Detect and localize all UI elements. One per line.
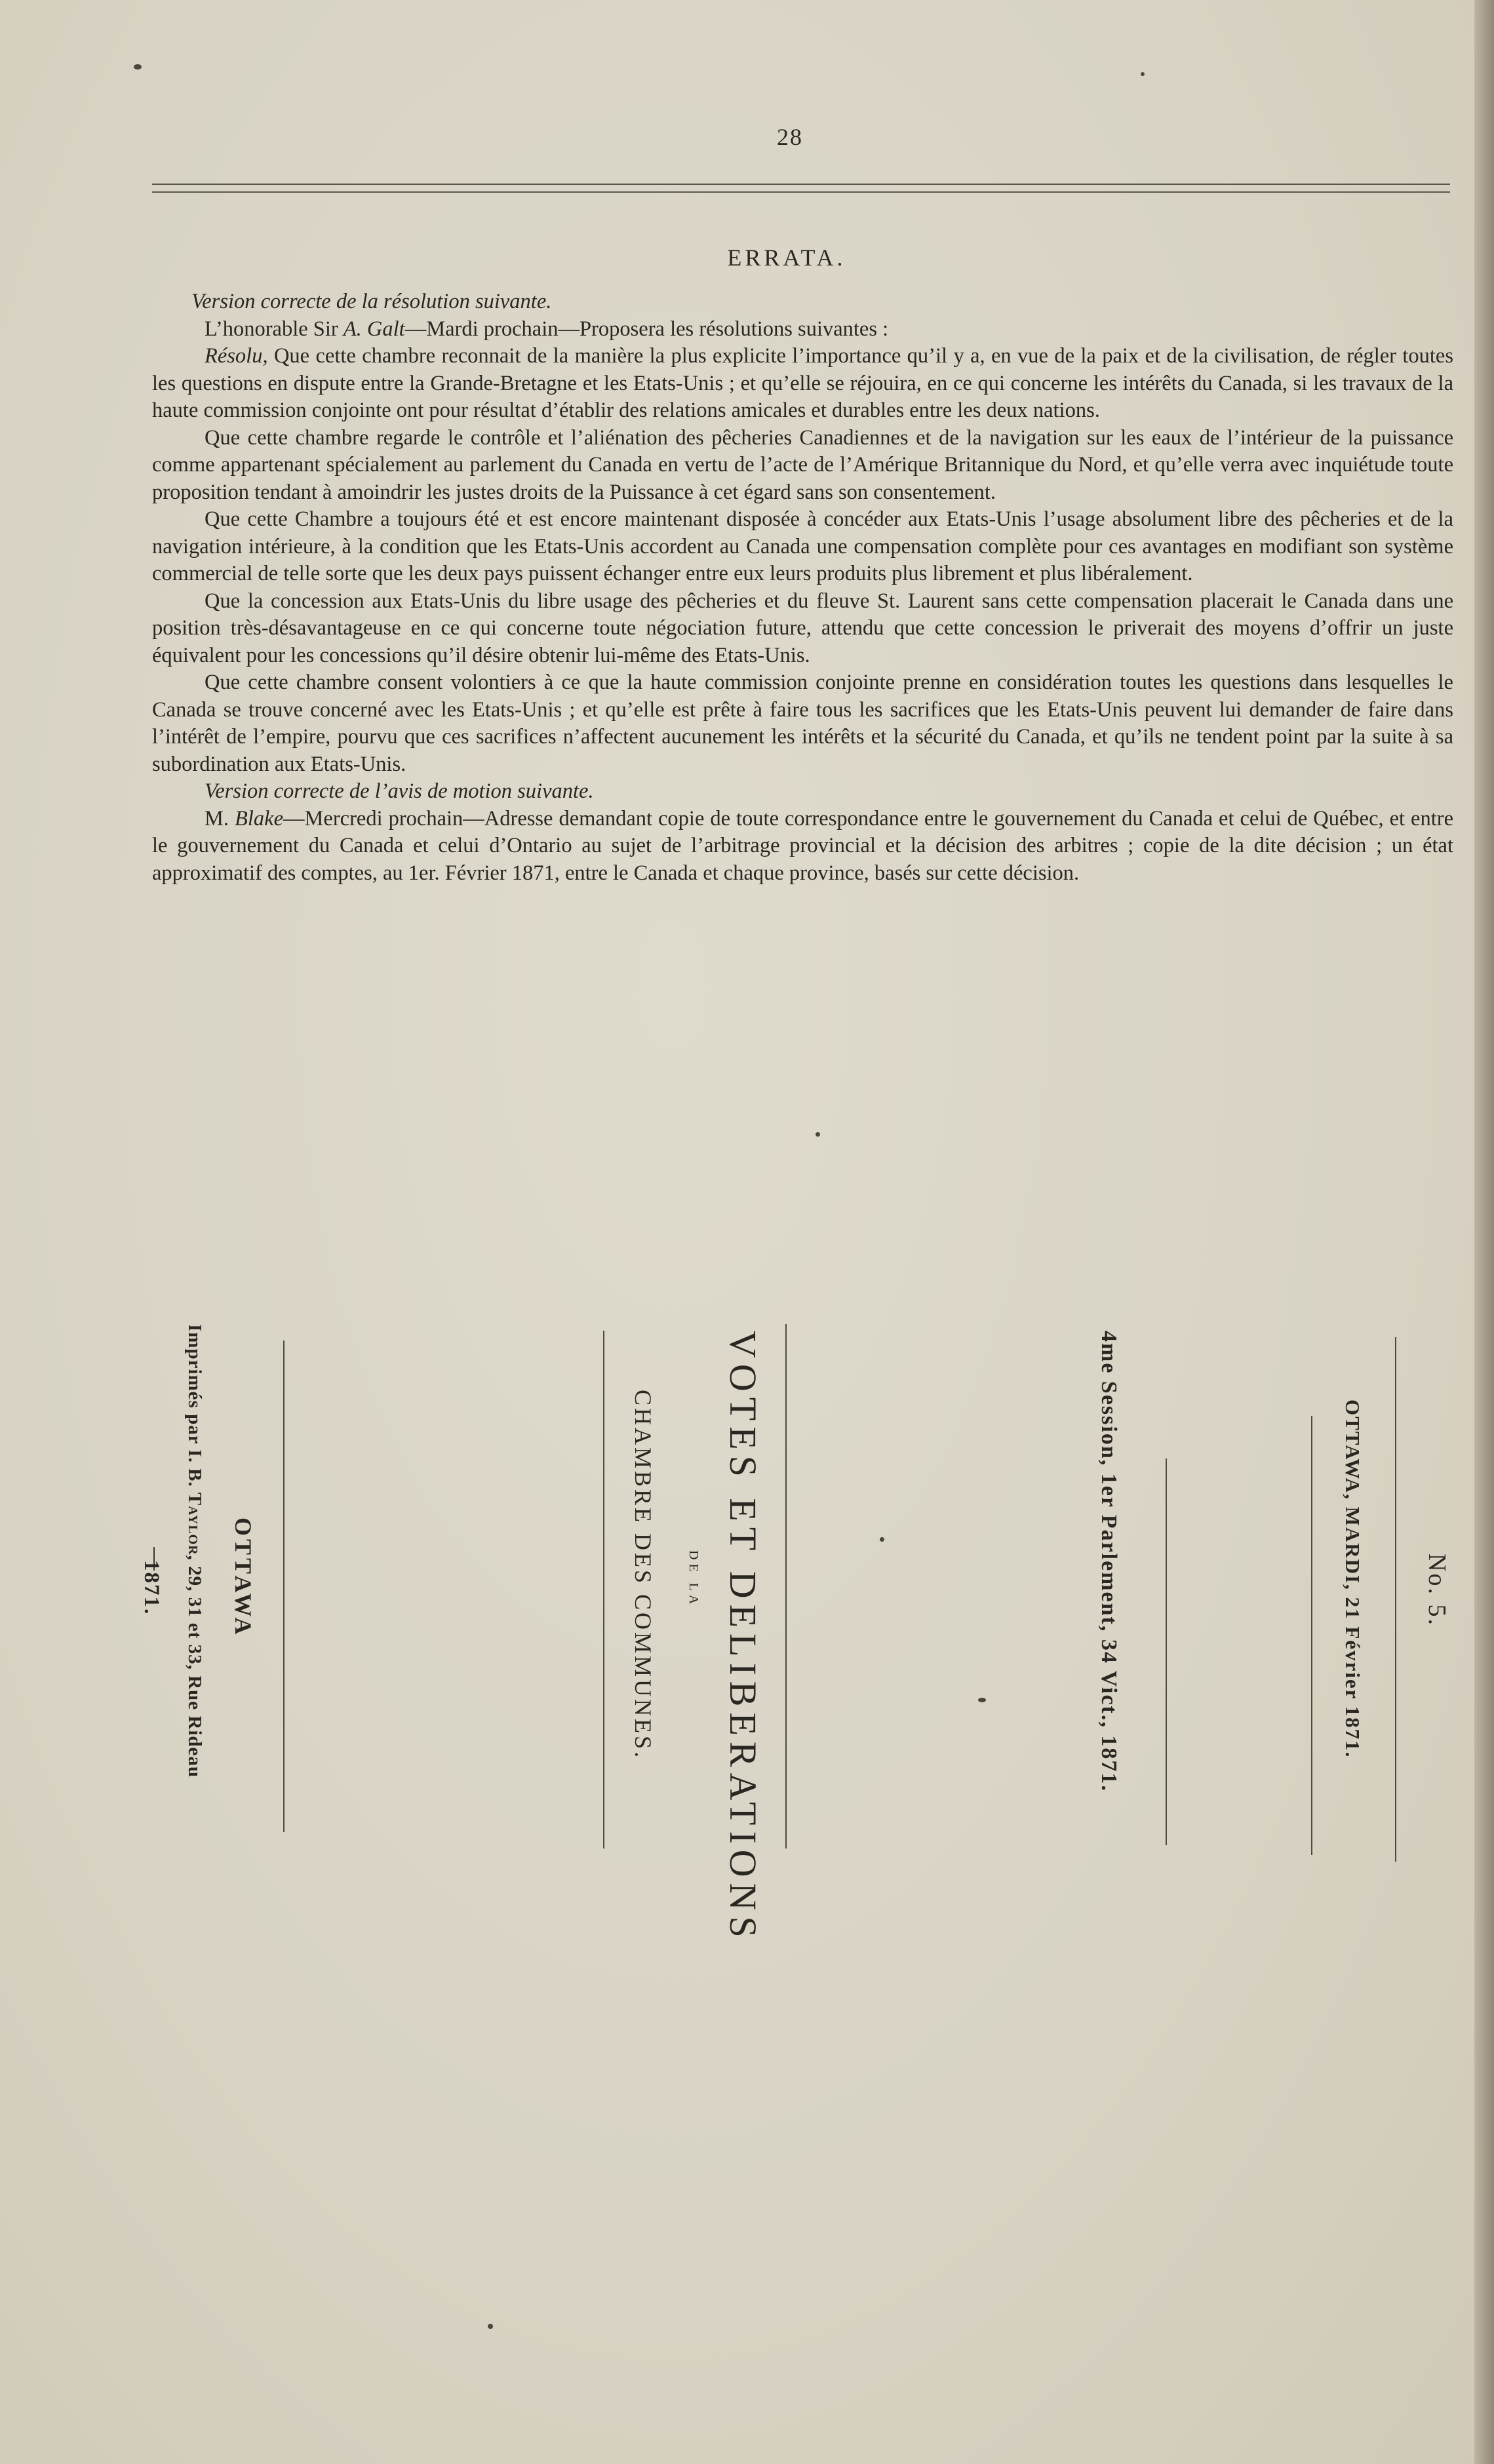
cover-city: OTTAWA — [230, 1517, 256, 1638]
paper-speck — [880, 1537, 884, 1542]
printer-prefix: Imprimés par I. B. — [184, 1324, 205, 1493]
intro-prefix: L’honorable Sir — [205, 317, 344, 341]
errata-body — [152, 288, 1453, 887]
motion-paragraph — [152, 806, 1453, 888]
cover-rule-4 — [785, 1324, 787, 1848]
cover-chambre: CHAMBRE DES COMMUNES. — [630, 1390, 656, 1761]
header-rule-bottom — [152, 191, 1450, 193]
header-rule-top — [152, 184, 1450, 185]
paper-speck — [488, 2324, 493, 2329]
resolution-paragraph-3: Que cette Chambre a toujours été et est encore maintenant disposée à concéder aux Etats-Unis l’usage absolument libre des pêcheries et de la navigation intérieure, à la condition que les Etats-Unis accordent au Canada une compensation complète pour ces avantages en modifiant son système commercial de telle sorte que les deux pays puissent échanger entre eux leurs produits plus librement et plus libéralement. — [152, 507, 1453, 585]
paper-speck — [816, 1132, 820, 1137]
motion-text: —Mercredi prochain—Adresse demandant copie de toute correspondance entre le gouvernement du Canada et celui de Québec, et entre le gouvernement du Canada et celui d’Ontario au sujet de l’arbitrage provincial et la décision des arbitres ; copie de la dite décision ; un état approximatif des comptes, au 1er. Février 1871, entre le Canada et chaque province, basés sur cette décision. — [152, 806, 1453, 885]
cover-de-la: DE LA — [686, 1550, 701, 1609]
cover-year: 1871. — [140, 1560, 163, 1616]
printer-name: Taylor — [184, 1492, 205, 1555]
intro-name: A. Galt — [343, 317, 405, 341]
cover-rule-2 — [1311, 1416, 1312, 1855]
paper-speck — [1141, 72, 1145, 76]
cover-rule-3 — [1166, 1458, 1167, 1845]
cover-session: 4me Session, 1er Parlement, 34 Vict., 1871. — [1097, 1331, 1121, 1792]
motion-name: Blake — [235, 806, 283, 831]
cover-rule-5 — [603, 1331, 604, 1848]
errata-intro-paragraph — [152, 316, 1453, 343]
paper-speck — [134, 64, 142, 69]
resolution-paragraph-2: Que cette chambre regarde le contrôle et l’aliénation des pêcheries Canadiennes et de la navigation sur les eaux de l’intérieur de la puissance comme appartenant spécialement au parlement du Canada en vertu de l’acte de l’Amérique Britannique du Nord, et qu’elle verra avec inquiétude toute proposition tendant à amoindrir les justes droits de la Puissance à cet égard sans son consentement. — [152, 425, 1453, 504]
resolution-paragraph-4: Que la concession aux Etats-Unis du libre usage des pêcheries et du fleuve St. Laurent sans cette compensation placerait le Canada dans une position très-désavantageuse en ce qui concerne toute négociation future, attendu que cette concession le priverait des moyens d’offrir un juste équivalent pour les concessions qu’il désire obtenir lui-même des Etats-Unis. — [152, 589, 1453, 667]
errata-note-resolution: Version correcte de la résolution suivante. — [191, 290, 552, 313]
printer-suffix: , 29, 31 et 33, Rue Rideau — [184, 1555, 205, 1778]
resolution-paragraph-5: Que cette chambre consent volontiers à ce que la haute commission conjointe prenne en considération toutes les questions dans lesquelles le Canada se trouve concerné avec les Etats-Unis ; et qu’elle est prête à faire tous les sacrifices que les Etats-Unis peuvent lui demander de faire dans l’intérêt de l’empire, pourvu que ces sacrifices n’affectent aucunement les intérêts et la sécurité du Canada, et qu’ils ne tendent point par la suite à sa subordination aux Etats-Unis. — [152, 671, 1453, 776]
cover-rule-6 — [283, 1340, 285, 1832]
page-number: 28 — [777, 124, 803, 150]
intro-suffix: —Mardi prochain—Proposera les résolutions suivantes : — [404, 317, 889, 341]
errata-note-motion: Version correcte de l’avis de motion suivante. — [205, 779, 594, 803]
motion-prefix: M. — [205, 806, 235, 831]
page-edge-shadow — [1474, 0, 1494, 2464]
issue-number: No. 5. — [1423, 1554, 1451, 1627]
errata-heading: ERRATA. — [727, 244, 846, 271]
cover-printer — [184, 1324, 205, 1778]
resolution-lead: Résolu, — [205, 344, 268, 368]
cover-date: OTTAWA, MARDI, 21 Février 1871. — [1341, 1399, 1364, 1759]
cover-title: VOTES ET DELIBERATIONS — [722, 1331, 764, 1944]
paper-speck — [978, 1698, 986, 1702]
resolution-text-1: Que cette chambre reconnait de la manière la plus explicite l’importance qu’il y a, en vue de la paix et de la civilisation, de régler toutes les questions en dispute entre la Grande-Bretagne et les Etats-Unis ; et qu’elle se réjouira, en ce qui concerne les intérêts du Canada, si les travaux de la haute commission conjointe ont pour résultat d’établir des relations amicales et durables entre les deux nations. — [152, 344, 1453, 422]
resolution-paragraph-1 — [152, 343, 1453, 425]
cover-rule-1 — [1395, 1337, 1396, 1862]
